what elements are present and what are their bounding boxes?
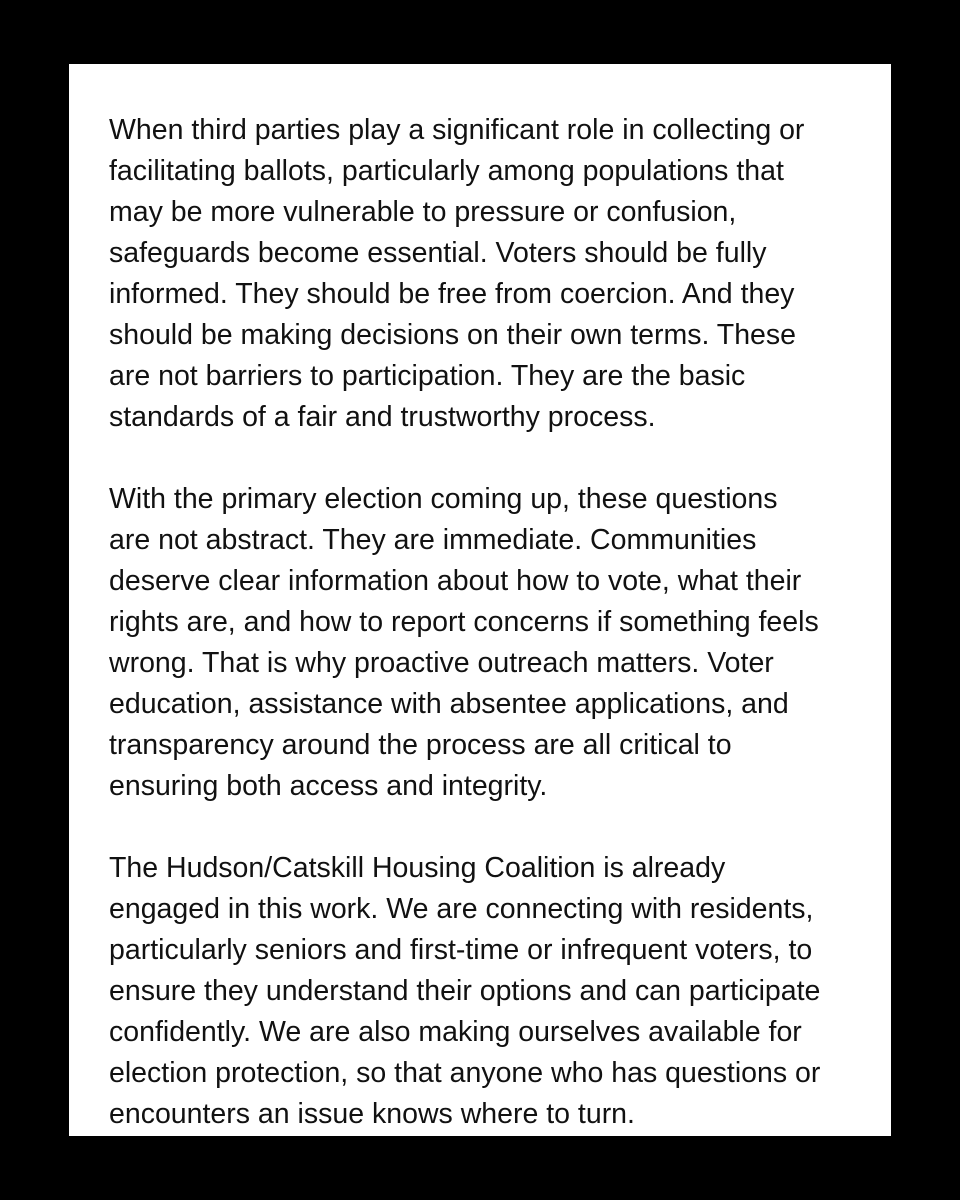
text-line: safeguards become essential. Voters should be fully	[109, 237, 767, 269]
text-line: should be making decisions on their own terms. These	[109, 319, 797, 351]
text-line: are not abstract. They are immediate. Communities	[109, 524, 757, 556]
text-line: With the primary election coming up, these questions	[109, 483, 778, 515]
text-line: encounters an issue knows where to turn.	[109, 1098, 635, 1130]
paragraph-spacer	[109, 438, 891, 479]
text-line: ensuring both access and integrity.	[109, 770, 548, 802]
text-line: election protection, so that anyone who has questions or	[109, 1057, 821, 1089]
text-line: standards of a fair and trustworthy process.	[109, 401, 656, 433]
text-line: are not barriers to participation. They are the basic	[109, 360, 746, 392]
text-line: When third parties play a significant role in collecting or	[109, 114, 805, 146]
text-line: ensure they understand their options and can participate	[109, 975, 821, 1007]
text-line: confidently. We are also making ourselves available for	[109, 1016, 802, 1048]
text-line: The Hudson/Catskill Housing Coalition is already	[109, 852, 726, 884]
paragraph-safeguards	[109, 110, 891, 438]
text-line: particularly seniors and first-time or infrequent voters, to	[109, 934, 813, 966]
text-line: transparency around the process are all critical to	[109, 729, 732, 761]
text-card	[69, 64, 891, 1136]
text-line: deserve clear information about how to vote, what their	[109, 565, 802, 597]
paragraph-spacer	[109, 807, 891, 848]
text-line: engaged in this work. We are connecting with residents,	[109, 893, 814, 925]
text-line: facilitating ballots, particularly among populations that	[109, 155, 784, 187]
text-line: rights are, and how to report concerns if something feels	[109, 606, 819, 638]
paragraph-coalition	[109, 848, 891, 1135]
text-line: informed. They should be free from coercion. And they	[109, 278, 795, 310]
text-line: wrong. That is why proactive outreach matters. Voter	[109, 647, 774, 679]
paragraph-primary-election	[109, 479, 891, 807]
text-line: education, assistance with absentee applications, and	[109, 688, 789, 720]
text-line: may be more vulnerable to pressure or confusion,	[109, 196, 737, 228]
